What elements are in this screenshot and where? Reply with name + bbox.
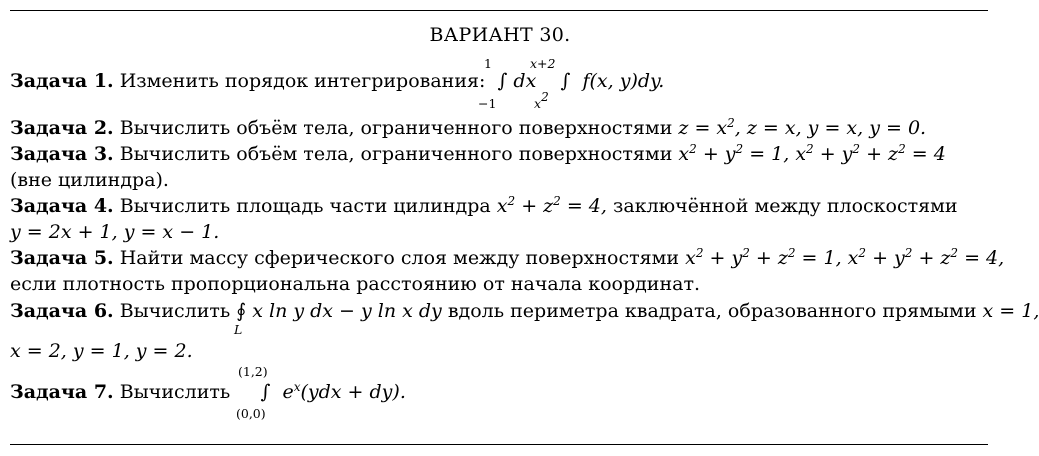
task-2-label: Задача 2. xyxy=(10,117,114,139)
task-7-text: Вычислить xyxy=(119,381,231,403)
task-1-label: Задача 1. xyxy=(10,70,114,92)
task-3-text: Вычислить объём тела, ограниченного поверхностями xyxy=(119,143,673,165)
task-1-lower-limit-1: −1 xyxy=(478,96,497,111)
task-3 xyxy=(10,143,946,165)
task-2-text: Вычислить объём тела, ограниченного поверхностями xyxy=(119,117,673,139)
variant-title: ВАРИАНТ 30. xyxy=(429,24,571,46)
task-1-upper-limit-1: 1 xyxy=(484,56,492,71)
task-5 xyxy=(10,247,1004,269)
task-5-text: Найти массу сферического слоя между поверхностями xyxy=(119,247,680,269)
task-4 xyxy=(10,195,958,217)
integral-sign: ∫ xyxy=(236,381,277,403)
task-4-continuation: y = 2x + 1, y = x − 1. xyxy=(10,221,220,243)
task-4-text2: заключённой между плоскостями xyxy=(613,195,958,217)
task-3-continuation: (вне цилиндра). xyxy=(10,169,169,191)
integral-sign: ∫ xyxy=(491,70,514,92)
task-2 xyxy=(10,117,926,139)
task-6 xyxy=(10,300,1039,322)
task-7-lower-limit: (0,0) xyxy=(236,406,266,421)
task-7-label: Задача 7. xyxy=(10,381,114,403)
task-4-label: Задача 4. xyxy=(10,195,114,217)
task-3-formula: $x^2 + y^2 = 1$, $x^2 + y^2 + z^2 = 4$ xyxy=(678,142,946,165)
task-6-continuation: x = 2, y = 1, y = 2. xyxy=(10,340,193,362)
task-1-lower-limit-2: $x^2$ xyxy=(534,90,549,111)
task-4-formula: $x^2 + z^2 = 4$, xyxy=(496,194,607,217)
task-3-label: Задача 3. xyxy=(10,143,114,165)
task-6-integrand: x ln y dx − y ln x dy xyxy=(252,300,442,322)
top-rule xyxy=(10,10,988,11)
task-6-text: Вычислить xyxy=(119,300,231,322)
task-5-formula: $x^2 + y^2 + z^2 = 1$, $x^2 + y^2 + z^2 = 4$, xyxy=(685,246,1005,269)
task-5-continuation: если плотность пропорциональна расстоянию от начала координат. xyxy=(10,273,701,295)
task-1: Задача 1. Изменить порядок интегрирования: ∫ dx ∫ f(x, y)dy. xyxy=(10,70,665,92)
integral-sign: ∫ xyxy=(542,70,583,92)
task-6-formula: x = 1, xyxy=(982,300,1039,322)
task-2-formula: $z = x^2$, z = x, y = x, y = 0. xyxy=(678,116,927,139)
contour-integral-sign: ∮ xyxy=(236,300,247,322)
task-1-text: Изменить порядок интегрирования: xyxy=(119,70,486,92)
task-6-label: Задача 6. xyxy=(10,300,114,322)
task-6-text2: вдоль периметра квадрата, образованного прямыми xyxy=(447,300,977,322)
task-1-upper-limit-2: x+2 xyxy=(530,56,556,71)
task-5-label: Задача 5. xyxy=(10,247,114,269)
task-1-integrand: f(x, y)dy. xyxy=(582,70,665,92)
task-6-contour-label: L xyxy=(234,322,243,337)
bottom-rule xyxy=(10,444,988,445)
task-7-upper-limit: (1,2) xyxy=(238,364,268,379)
task-4-text: Вычислить площадь части цилиндра xyxy=(119,195,491,217)
task-7-integrand: $e^x(ydx + dy)$. xyxy=(282,380,406,403)
task-7 xyxy=(10,381,406,403)
